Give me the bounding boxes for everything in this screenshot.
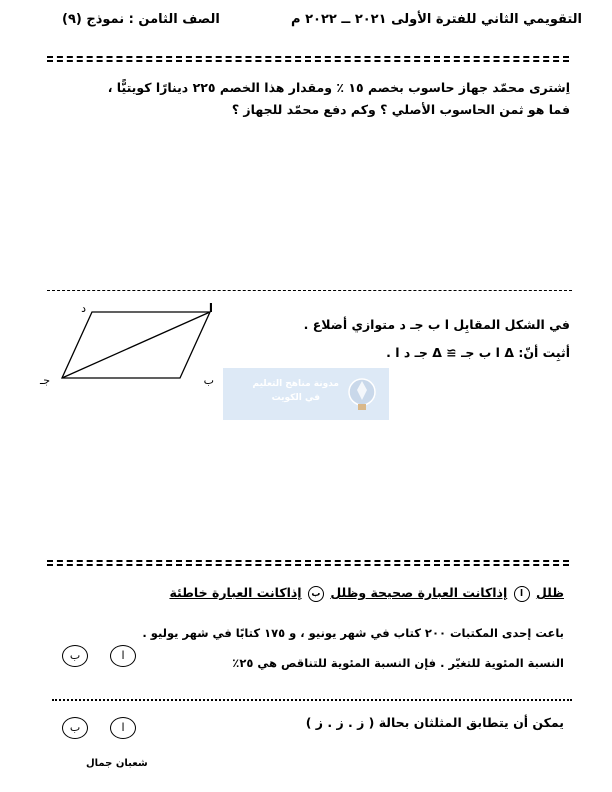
blog-watermark xyxy=(223,368,389,420)
diagonal-ac xyxy=(62,312,210,378)
q1-line2: فما هو ثمن الحاسوب الأصلي ؟ وكم دفع محمّد للجهاز ؟ xyxy=(231,102,570,117)
separator-dashed xyxy=(47,290,572,291)
vertex-b-label: ب xyxy=(203,374,214,387)
separator-double-2 xyxy=(47,560,569,566)
separator-double xyxy=(47,56,569,62)
tf-instruction: ظلل ا إذاكانت العبارة صحيحة وظلل ب إذاكانت العبارة خاطئة xyxy=(169,585,564,600)
instr-circle-b: ب xyxy=(308,586,324,602)
exam-title: التقويمي الثاني للفترة الأولى ٢٠٢١ ــ ٢٠٢٢ م xyxy=(291,12,582,27)
parallelogram-figure xyxy=(39,300,230,395)
grade-label: الصف الثامن : نموذج (٩) xyxy=(62,12,220,27)
s1-line2: النسبة المئوية للتغيّر . فإن النسبة المئوية للتناقص هي ٢٥٪ xyxy=(232,656,564,670)
s1-option-a[interactable]: ا xyxy=(110,645,136,667)
s2-option-b[interactable]: ب xyxy=(62,717,88,739)
vertex-a-label: ا xyxy=(208,301,213,315)
q1-line1: اِشترى محمّد جهاز حاسوب بخصم ١٥ ٪ ومقدار هذا الخصم ٢٢٥ دينارًا كويتيًّا ، xyxy=(107,80,570,95)
q2-line1: في الشكل المقابِل ا ب جـ د متوازي أضلاع . xyxy=(303,317,570,332)
s2-option-a[interactable]: ا xyxy=(110,717,136,739)
s2-text: يمكن أن يتطابق المثلثان بحالة ( ز . ز . ز ) xyxy=(305,715,564,730)
kuwait-emblem-icon xyxy=(347,376,377,412)
s1-line1: باعت إحدى المكتبات ٢٠٠ كتاب في شهر يونيو ، و ١٧٥ كتابًا في شهر يوليو . xyxy=(142,626,564,640)
author-name: شعبان جمال xyxy=(86,758,148,769)
vertex-d-label: د xyxy=(81,302,86,315)
q2-line2: أثبِت أنّ: Δ ا ب جـ ≅ Δ جـ د ا . xyxy=(386,345,570,360)
separator-dotted xyxy=(52,699,572,701)
instr-circle-a: ا xyxy=(514,586,530,602)
vertex-c-label: جـ xyxy=(39,374,50,387)
s1-option-b[interactable]: ب xyxy=(62,645,88,667)
watermark-text: مدونة مناهج التعليم في الكويت xyxy=(252,379,339,403)
